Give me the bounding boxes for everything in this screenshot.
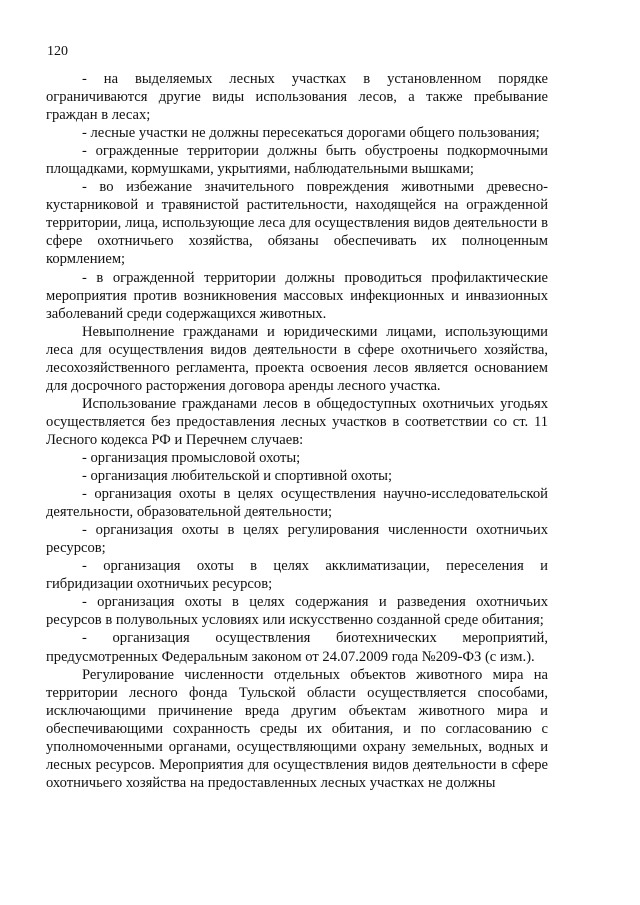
paragraph: Невыполнение гражданами и юридическими лицами, использующими леса для осуществления видов деятельности в сфере охотничьего хозяйства, лесохозяйственного регламента, проекта освоения лесов является основанием для досрочного расторжения договора аренды лесного участка. (46, 323, 548, 394)
paragraph: Регулирование численности отдельных объектов животного мира на территории лесного фонда Тульской области осуществляется способами, исключающими причинение вреда другим объектам животного мира и обеспечивающими сохранность среды их обитания, и по согласованию с уполномоченными органами, осуществляющими охрану земельных, водных и лесных ресурсов. Мероприятия для осуществления видов деятельности в сфере охотничьего хозяйства на предоставленных лесных участках не должны (46, 666, 548, 791)
list-item: - организация охоты в целях акклиматизации, переселения и гибридизации охотничьих ресурсов; (46, 558, 548, 593)
list-item: - лесные участки не должны пересекаться дорогами общего пользования; (82, 125, 540, 142)
page-number: 120 (47, 44, 68, 59)
list-item: - во избежание значительного повреждения животными древесно-кустарниковой и травянистой растительности, находящейся на огражденной территории, лица, использующие леса для осуществления видов деятельности в сфере охотничьего хозяйства, обязаны обеспечивать их полноценным кормлением; (46, 179, 548, 268)
list-item: - на выделяемых лесных участках в установленном порядке ограничиваются другие виды использования лесов, а также пребывание граждан в лесах; (46, 71, 548, 124)
list-item: - организация охоты в целях регулирования численности охотничьих ресурсов; (46, 522, 548, 557)
list-item: - организация осуществления биотехнических мероприятий, предусмотренных Федеральным законом от 24.07.2009 года №209-ФЗ (с изм.). (46, 630, 548, 665)
list-item: - в огражденной территории должны проводиться профилактические мероприятия против возникновения массовых инфекционных и инвазионных заболеваний среди содержащихся животных. (46, 269, 548, 322)
paragraph: Использование гражданами лесов в общедоступных охотничьих угодьях осуществляется без предоставления лесных участков в соответствии со ст. 11 Лесного кодекса РФ и Перечнем случаев: (46, 395, 548, 448)
list-item: - организация охоты в целях осуществления научно-исследовательской деятельности, образовательной деятельности; (46, 486, 548, 521)
body-text (46, 70, 548, 792)
list-item: - организация любительской и спортивной охоты; (82, 468, 393, 485)
list-item: - огражденные территории должны быть обустроены подкормочными площадками, кормушками, укрытиями, наблюдательными вышками; (46, 143, 548, 178)
list-item: - организация промысловой охоты; (82, 449, 301, 466)
list-item: - организация охоты в целях содержания и разведения охотничьих ресурсов в полувольных условиях или искусственно созданной среде обитания; (46, 594, 548, 629)
